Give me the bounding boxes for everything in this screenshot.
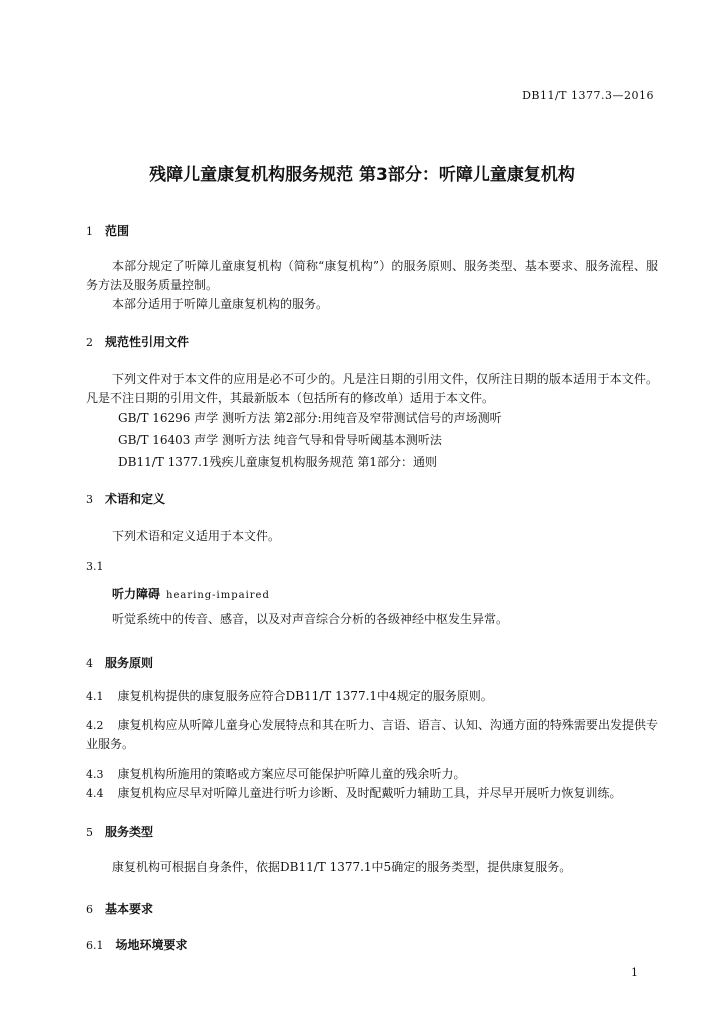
section-5-paragraph-1: 康复机构可根据自身条件，依据DB11/T 1377.1中5确定的服务类型，提供康复服务。 (112, 860, 572, 874)
clause-item (86, 687, 658, 706)
clause-number: 4.2 (86, 719, 104, 732)
normative-reference: GB/T 16403 声学 测听方法 纯音气导和骨导听阈基本测听法 (118, 433, 442, 447)
section-number: 3 (86, 493, 93, 506)
term-entry (112, 585, 270, 602)
section-number: 5 (86, 826, 93, 839)
page-number: 1 (631, 966, 638, 979)
term-definition: 听觉系统中的传音、感音，以及对声音综合分析的各级神经中枢发生异常。 (112, 612, 509, 626)
term-chinese: 听力障碍 (112, 587, 161, 601)
subsection-number: 6.1 (86, 939, 104, 952)
subsection-6-1-heading (86, 936, 188, 953)
section-title: 服务类型 (105, 825, 154, 839)
normative-reference: GB/T 16296 声学 测听方法 第2部分:用纯音及窄带测试信号的声场测听 (118, 411, 502, 425)
clause-number: 4.1 (86, 690, 104, 703)
clause-item (86, 784, 658, 803)
subsection-title: 场地环境要求 (115, 938, 188, 952)
section-title: 范围 (105, 224, 130, 238)
clause-text: 康复机构提供的康复服务应符合DB11/T 1377.1中4规定的服务原则。 (117, 689, 493, 703)
section-title: 术语和定义 (105, 492, 166, 506)
section-number: 1 (86, 225, 93, 238)
section-2-heading (86, 333, 189, 350)
term-english: hearing-impaired (166, 590, 270, 601)
clause-number: 4.4 (86, 787, 104, 800)
clause-item (86, 716, 658, 754)
section-title: 规范性引用文件 (105, 335, 190, 349)
document-title: 残障儿童康复机构服务规范 第3部分：听障儿童康复机构 (149, 165, 575, 185)
clause-item (86, 765, 658, 784)
section-number: 6 (86, 903, 93, 916)
clause-text: 康复机构所施用的策略或方案应尽可能保护听障儿童的残余听力。 (117, 767, 466, 781)
clause-text: 康复机构应尽早对听障儿童进行听力诊断、及时配戴听力辅助工具，并尽早开展听力恢复训练。 (117, 786, 622, 800)
clause-text: 康复机构应从听障儿童身心发展特点和其在听力、言语、语言、认知、沟通方面的特殊需要出发提供专业服务。 (86, 718, 658, 751)
section-5-heading (86, 823, 153, 840)
section-number: 4 (86, 657, 93, 670)
section-1-heading (86, 222, 129, 239)
section-title: 基本要求 (105, 902, 154, 916)
clause-number: 4.3 (86, 768, 104, 781)
section-4-heading (86, 654, 153, 671)
section-3-paragraph-1: 下列术语和定义适用于本文件。 (112, 529, 281, 543)
section-title: 服务原则 (105, 656, 154, 670)
section-2-paragraph-1: 下列文件对于本文件的应用是必不可少的。凡是注日期的引用文件，仅所注日期的版本适用于本文件。凡是不注日期的引用文件，其最新版本（包括所有的修改单）适用于本文件。 (86, 372, 658, 405)
term-number: 3.1 (86, 560, 104, 573)
section-1-paragraph-2: 本部分适用于听障儿童康复机构的服务。 (112, 297, 329, 311)
normative-reference: DB11/T 1377.1残疾儿童康复机构服务规范 第1部分：通则 (118, 455, 438, 469)
section-1-paragraph-1: 本部分规定了听障儿童康复机构（简称“康复机构”）的服务原则、服务类型、基本要求、服务流程、服务方法及服务质量控制。 (86, 259, 658, 292)
standard-code: DB11/T 1377.3—2016 (522, 89, 654, 102)
section-3-heading (86, 490, 165, 507)
section-6-heading (86, 900, 153, 917)
section-number: 2 (86, 336, 93, 349)
